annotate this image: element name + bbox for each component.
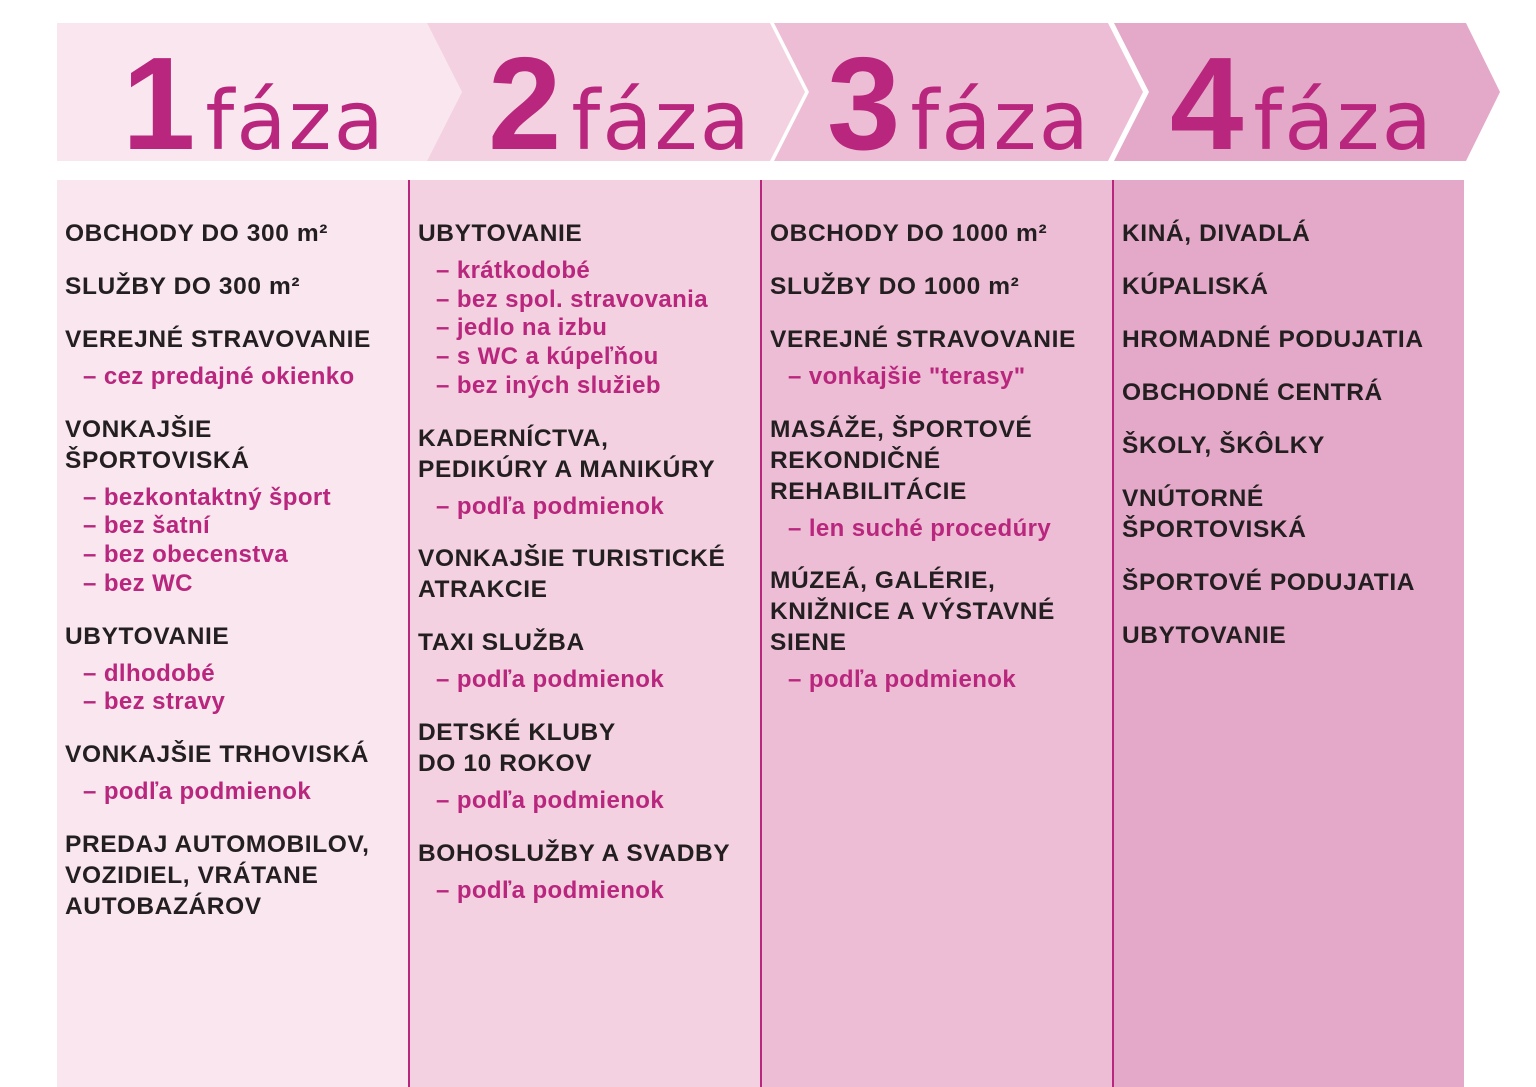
phase-item-condition: – podľa podmienok [788,666,1017,694]
phase-2-number: 2 [488,30,558,177]
phase-item-title: SIENE [770,629,847,657]
phase-item-condition: – dlhodobé [83,659,215,687]
phase-item-condition: – podľa podmienok [436,876,665,904]
phase-item-title: KADERNÍCTVA, [418,424,609,452]
phase-item-title: TAXI SLUŽBA [418,629,585,657]
phase-item-title: PREDAJ AUTOMOBILOV, [65,830,370,858]
phase-item [65,218,398,249]
phase-item [770,324,1102,392]
phase-item-title: VOZIDIEL, VRÁTANE [65,861,319,889]
phase-item-condition: – bez iných služieb [436,371,661,399]
phase-item-title: VNÚTORNÉ [1122,485,1264,512]
phase-item-title: VONKAJŠIE [65,415,212,443]
phase-item-condition: – jedlo na izbu [436,314,608,342]
phase-item [1122,324,1454,355]
phase-item-conditions [65,660,398,717]
phase-item-title: AUTOBAZÁROV [65,892,262,920]
phase-item-title: REHABILITÁCIE [770,477,967,505]
phase-4-column [1112,180,1464,1087]
phase-item-conditions [65,778,398,807]
phase-item [65,271,398,302]
phase-item-title: HROMADNÉ PODUJATIA [1122,326,1424,353]
phase-2-column [408,180,760,1087]
phase-item-title: KÚPALISKÁ [1122,273,1269,300]
phase-item [418,717,750,816]
phase-item-title: KNIŽNICE A VÝSTAVNÉ [770,598,1056,626]
phase-item-condition: – cez predajné okienko [83,363,355,390]
phase-item [770,565,1102,695]
phase-4-number: 4 [1170,30,1240,177]
phase-item-title: UBYTOVANIE [1122,622,1287,649]
phase-item [1122,377,1454,408]
phase-item [1122,620,1454,651]
phase-item-title: SLUŽBY DO 1000 m² [770,273,1020,300]
phase-item-conditions [65,363,398,392]
phase-item-condition: – vonkajšie "terasy" [788,363,1026,390]
phase-item-condition: – bez obecenstva [83,541,289,569]
phase-item-condition: – bez šatní [83,512,211,540]
phase-item-title: UBYTOVANIE [418,220,583,247]
phase-item [65,621,398,717]
phase-item-title: KINÁ, DIVADLÁ [1122,220,1311,247]
phase-3-title [827,30,1091,177]
phase-item-condition: – bez spol. stravovania [436,285,708,313]
phase-item [418,627,750,695]
phase-item [65,829,398,922]
phase-item [65,324,398,392]
phase-item-title: DO 10 ROKOV [418,749,593,777]
phase-item-title: MASÁŽE, ŠPORTOVÉ [770,415,1033,443]
phase-item-conditions [418,666,750,695]
phase-item [65,739,398,807]
phase-item [418,543,750,605]
phase-item-title: VEREJNÉ STRAVOVANIE [770,326,1076,353]
phase-item [770,218,1102,249]
phase-item [418,423,750,522]
phase-item-condition: – bez stravy [83,688,226,716]
phase-2-word: fáza [571,74,752,169]
phase-item-condition: – krátkodobé [436,257,591,284]
phase-item [1122,430,1454,461]
phase-1-number: 1 [122,30,192,177]
phase-3-column [760,180,1112,1087]
phase-item-condition: – podľa podmienok [436,666,665,694]
phase-item-title: OBCHODNÉ CENTRÁ [1122,379,1383,406]
phase-item-condition: – len suché procedúry [788,514,1052,542]
phase-item-condition: – podľa podmienok [436,786,665,814]
phase-item-title: DETSKÉ KLUBY [418,718,616,746]
phase-item [1122,271,1454,302]
phase-item-title: OBCHODY DO 300 m² [65,220,328,247]
phase-item-title: REKONDIČNÉ [770,446,941,474]
phase-item-title: MÚZEÁ, GALÉRIE, [770,567,996,595]
phase-4-title [1170,30,1434,177]
phase-3-number: 3 [827,30,897,177]
phase-item-conditions [418,493,750,522]
phase-item-title: ŠPORTOVÉ PODUJATIA [1122,569,1416,596]
phase-item-condition: – podľa podmienok [83,777,312,805]
phase-2-title [488,30,752,177]
phase-item-title: PEDIKÚRY A MANIKÚRY [418,455,716,483]
phase-item-condition: – bez WC [83,569,193,597]
phase-item-conditions [418,877,750,906]
phase-item [1122,567,1454,598]
phase-item-conditions [418,257,750,401]
phase-item [770,414,1102,544]
phase-item-title: VONKAJŠIE TRHOVISKÁ [65,740,370,768]
phase-item-condition: – bezkontaktný šport [83,483,332,511]
phase-item-conditions [770,515,1102,544]
phase-item-condition: – podľa podmienok [436,492,665,520]
phase-item-condition: – s WC a kúpeľňou [436,343,659,371]
phase-4-word: fáza [1253,74,1434,169]
phase-item-title: SLUŽBY DO 300 m² [65,273,301,300]
phase-item-title: ATRAKCIE [418,576,548,604]
phase-item-title: OBCHODY DO 1000 m² [770,220,1048,247]
phase-1-column [57,180,408,1087]
phase-item-conditions [65,484,398,599]
phase-item-title: VONKAJŠIE TURISTICKÉ [418,545,726,573]
phase-item-title: ŠKOLY, ŠKÔLKY [1122,432,1325,459]
phase-item [65,414,398,599]
phase-item-title: VEREJNÉ STRAVOVANIE [65,326,371,353]
phase-1-title [122,30,386,177]
phase-item-title: BOHOSLUŽBY A SVADBY [418,839,731,867]
phase-3-word: fáza [910,74,1091,169]
phase-1-word: fáza [205,74,386,169]
phase-item-title: ŠPORTOVISKÁ [65,446,250,474]
phase-item [418,218,750,401]
phase-item [418,838,750,906]
phase-item-conditions [418,787,750,816]
phase-item-conditions [770,666,1102,695]
phase-item-title: UBYTOVANIE [65,622,230,650]
phase-item [1122,218,1454,249]
phase-item [770,271,1102,302]
phase-item [1122,483,1454,545]
phase-item-title: ŠPORTOVISKÁ [1122,516,1307,543]
phase-item-conditions [770,363,1102,392]
